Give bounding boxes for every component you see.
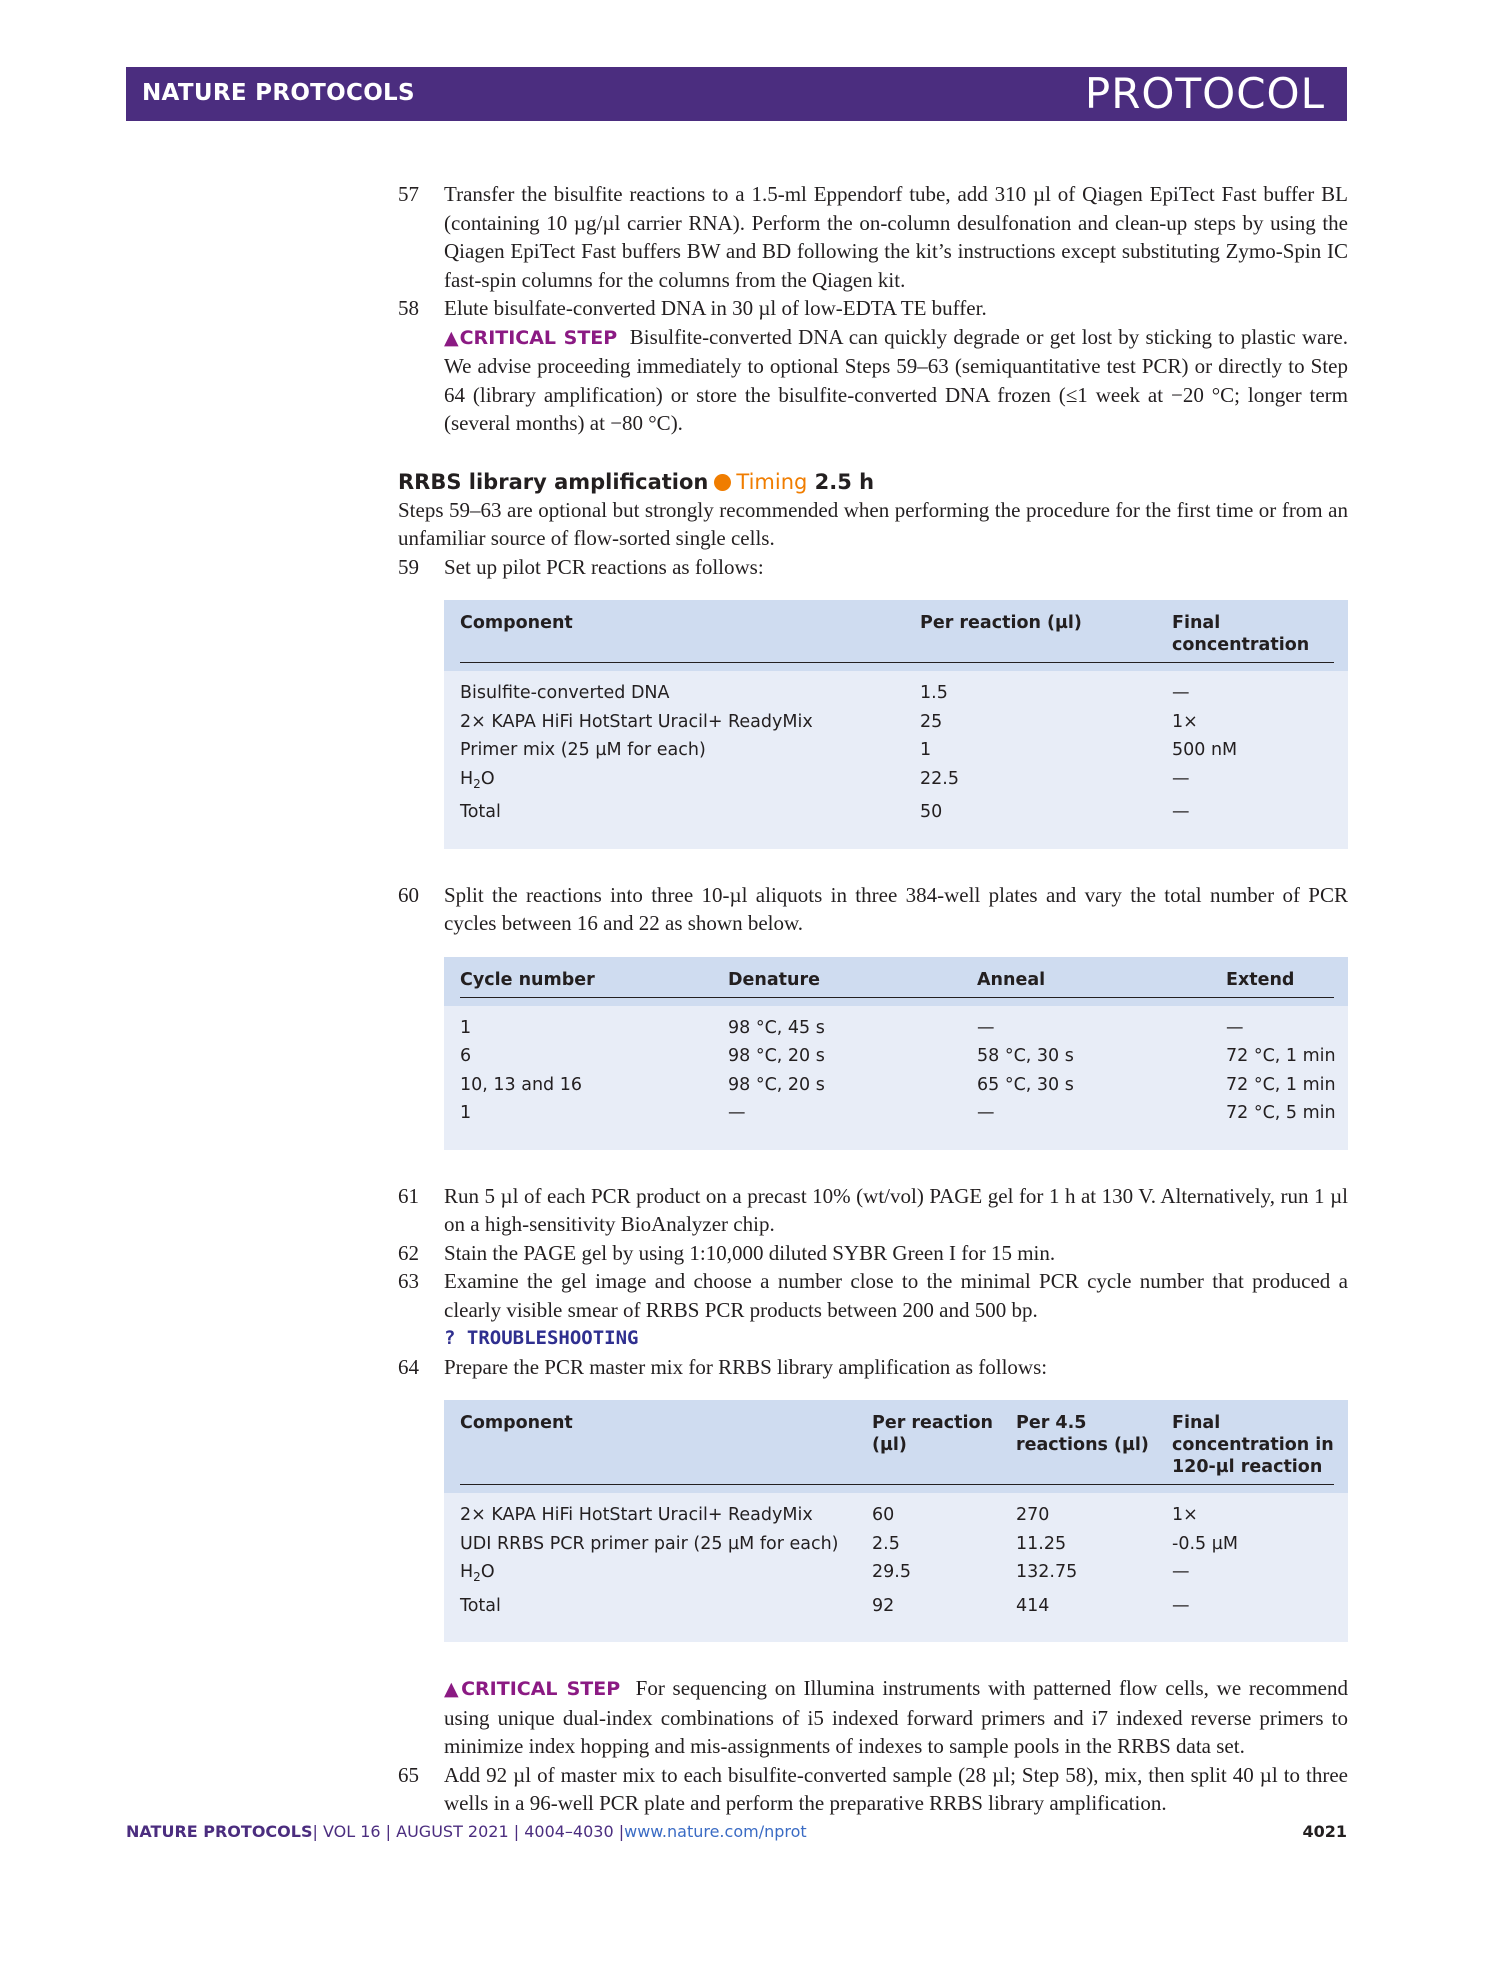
step-65: [398, 1761, 1348, 1818]
page-footer: [126, 1822, 1347, 1841]
table-row: [460, 1530, 1334, 1559]
table-cell: 60: [872, 1505, 895, 1525]
step-64: [398, 1353, 1348, 1382]
table-cell: 58 °C, 30 s: [977, 1046, 1074, 1066]
table-cell: 29.5: [872, 1562, 911, 1582]
step-number: 60: [398, 882, 419, 907]
page-number: 4021: [1302, 1822, 1347, 1841]
table-cell: —: [1172, 1562, 1190, 1582]
table-cell: 1.5: [920, 683, 948, 703]
step-60: [398, 881, 1348, 938]
step-number: 63: [398, 1269, 419, 1293]
critical-step-label: ▲CRITICAL STEP: [444, 326, 618, 349]
table-header: [444, 957, 1348, 1006]
table-cell: Total: [460, 802, 501, 822]
table-cell: 132.75: [1016, 1562, 1078, 1582]
table-cell: 10, 13 and 16: [460, 1074, 582, 1095]
table-header: [444, 600, 1348, 671]
column-header: Component: [460, 1413, 573, 1433]
table-cell: 1×: [1172, 1505, 1198, 1525]
table-cell: 22.5: [920, 768, 959, 789]
step-text: Stain the PAGE gel by using 1:10,000 diluted SYBR Green I for 15 min.: [444, 1240, 1056, 1265]
column-header: Per reaction (µl): [920, 613, 1082, 633]
table-cell: $H_2O$: [460, 1562, 495, 1584]
step-59: [398, 553, 1348, 582]
table-row: [460, 1558, 1334, 1592]
pcr-cycles-table: [444, 957, 1348, 1150]
critical-step-text: Bisulfite-converted DNA can quickly degrade or get lost by sticking to plastic ware. We advise proceeding immediately to optional Steps 59–63 (semiquantitative test PCR) or directly to Step 64 (library amplification) or store the bisulfite-converted DNA frozen (≤1 week at −20 °C; longer term (several months) at −80 °C).: [444, 324, 1348, 435]
main-content: [398, 180, 1348, 1818]
section-heading: [398, 468, 1348, 496]
critical-step-text: For sequencing on Illumina instruments with patterned flow cells, we recommend using unique dual-index combinations of i5 indexed forward primers and i7 indexed reverse primers to minimize index hopping and mis-assignments of indexes to sample pools in the RRBS data set.: [444, 1676, 1349, 1758]
table-cell: 414: [1016, 1595, 1050, 1616]
table-cell: 500 nM: [1172, 740, 1238, 760]
master-mix-table: [444, 1400, 1348, 1642]
footer-url[interactable]: www.nature.com/nprot: [624, 1822, 807, 1841]
table-row: [460, 1042, 1334, 1071]
pilot-pcr-table: [444, 600, 1348, 849]
table-cell: 1×: [1172, 711, 1198, 732]
table-cell: 270: [1016, 1505, 1050, 1525]
table-cell: 2.5: [872, 1533, 900, 1554]
column-header: Final concentration in 120-µl reaction: [1172, 1413, 1334, 1477]
table-cell: —: [1172, 683, 1190, 703]
table-cell: 72 °C, 1 min: [1226, 1074, 1336, 1095]
table-cell: —: [977, 1017, 995, 1038]
table-cell: 98 °C, 20 s: [728, 1046, 825, 1066]
column-header: Final concentration: [1172, 613, 1310, 655]
table-cell: 2× KAPA HiFi HotStart Uracil+ ReadyMix: [460, 711, 813, 732]
step-text: Elute bisulfate-converted DNA in 30 µl of low-EDTA TE buffer.: [444, 296, 987, 320]
section-intro: Steps 59–63 are optional but strongly recommended when performing the procedure for the first time or from an unfamiliar source of flow-sorted single cells.: [398, 497, 1348, 550]
step-63: [398, 1267, 1348, 1353]
table-cell: 11.25: [1016, 1533, 1067, 1554]
table-cell: 50: [920, 802, 943, 822]
journal-name: NATURE PROTOCOLS: [142, 80, 415, 106]
step-text: Add 92 µl of master mix to each bisulfite-converted sample (28 µl; Step 58), mix, then split 40 µl to three wells in a 96-well PCR plate and perform the preparative RRBS library amplification.: [444, 1762, 1348, 1815]
section-title: RRBS library amplification: [398, 469, 709, 494]
timing-label: Timing: [736, 469, 808, 494]
table-row: [460, 765, 1334, 799]
table-cell: —: [1172, 768, 1190, 789]
table-cell: 1: [460, 1017, 472, 1038]
table-cell: Total: [460, 1595, 501, 1616]
table-cell: —: [728, 1103, 746, 1123]
section-type: PROTOCOL: [1084, 69, 1325, 118]
table-cell: 2× KAPA HiFi HotStart Uracil+ ReadyMix: [460, 1505, 813, 1525]
table-row: [460, 1592, 1334, 1621]
step-number: 57: [398, 182, 419, 206]
step-58: [398, 294, 1348, 438]
step-number: 64: [398, 1354, 419, 1379]
table-cell: 72 °C, 1 min: [1226, 1046, 1336, 1066]
step-61: [398, 1182, 1348, 1239]
table-cell: 72 °C, 5 min: [1226, 1103, 1336, 1123]
table-row: [460, 736, 1334, 765]
step-62: [398, 1239, 1348, 1268]
column-header: Denature: [728, 969, 820, 990]
column-header: Per 4.5 reactions (µl): [1016, 1413, 1149, 1455]
table-cell: Bisulfite-converted DNA: [460, 683, 670, 703]
step-text: Run 5 µl of each PCR product on a precast 10% (wt/vol) PAGE gel for 1 h at 130 V. Alternatively, run 1 µl on a high-sensitivity BioAnalyzer chip.: [444, 1183, 1348, 1236]
column-header: Anneal: [977, 969, 1046, 990]
table-cell: —: [1226, 1017, 1244, 1038]
table-cell: 25: [920, 711, 943, 732]
step-text: Prepare the PCR master mix for RRBS library amplification as follows:: [444, 1354, 1048, 1379]
column-header: Extend: [1226, 969, 1295, 990]
step-number: 58: [398, 296, 419, 320]
step-number: 59: [398, 554, 419, 579]
table-cell: UDI RRBS PCR primer pair (25 µM for each): [460, 1533, 839, 1554]
table-cell: $H_2O$: [460, 768, 495, 791]
timing-icon: [714, 474, 731, 491]
step-number: 61: [398, 1183, 419, 1208]
table-row: [460, 1071, 1334, 1100]
step-text: Split the reactions into three 10-µl aliquots in three 384-well plates and vary the total number of PCR cycles between 16 and 22 as shown below.: [444, 882, 1348, 935]
table-row: [460, 679, 1334, 708]
table-cell: —: [977, 1103, 995, 1123]
step-number: 62: [398, 1240, 419, 1265]
table-cell: 1: [920, 740, 932, 760]
table-cell: 98 °C, 45 s: [728, 1017, 825, 1038]
critical-step-note: [444, 323, 1348, 438]
table-header: [444, 1400, 1348, 1493]
table-cell: —: [1172, 1595, 1190, 1616]
header-bar: [126, 67, 1347, 121]
table-cell: 92: [872, 1595, 895, 1616]
step-number: 65: [398, 1762, 419, 1787]
footer-issue: | VOL 16 | AUGUST 2021 | 4004–4030 |: [312, 1822, 625, 1841]
table-row: [460, 1501, 1334, 1530]
timing-value: 2.5 h: [814, 469, 875, 494]
table-row: [460, 1099, 1334, 1128]
column-header: Cycle number: [460, 969, 595, 990]
table-cell: —: [1172, 802, 1190, 822]
table-row: [460, 798, 1334, 827]
critical-step-block: [398, 1674, 1348, 1761]
table-cell: 6: [460, 1046, 472, 1066]
table-row: [460, 708, 1334, 737]
column-header: Component: [460, 613, 573, 633]
table-cell: 1: [460, 1103, 472, 1123]
troubleshooting-link[interactable]: ? TROUBLESHOOTING: [444, 1327, 639, 1349]
table-row: [460, 1014, 1334, 1043]
table-cell: -0.5 µM: [1172, 1533, 1238, 1554]
footer-journal: NATURE PROTOCOLS: [126, 1822, 313, 1841]
table-cell: 98 °C, 20 s: [728, 1074, 825, 1095]
table-cell: 65 °C, 30 s: [977, 1074, 1074, 1095]
critical-step-label: ▲CRITICAL STEP: [444, 1678, 621, 1700]
step-text: Set up pilot PCR reactions as follows:: [444, 554, 764, 579]
step-57: [398, 180, 1348, 294]
step-text: Transfer the bisulfite reactions to a 1.5-ml Eppendorf tube, add 310 µl of Qiagen EpiTect Fast buffer BL (containing 10 µg/µl carrier RNA). Perform the on-column desulfonation and clean-up steps by using the Qiagen EpiTect Fast buffers BW and BD following the kit’s instructions except substituting Zymo-Spin IC fast-spin columns for the columns from the Qiagen kit.: [444, 182, 1348, 292]
critical-step-note: [444, 1674, 1348, 1761]
column-header: Per reaction (µl): [872, 1413, 993, 1455]
step-text: Examine the gel image and choose a number close to the minimal PCR cycle number that produced a clearly visible smear of RRBS PCR products between 200 and 500 bp.: [444, 1269, 1348, 1322]
table-cell: Primer mix (25 µM for each): [460, 740, 706, 760]
